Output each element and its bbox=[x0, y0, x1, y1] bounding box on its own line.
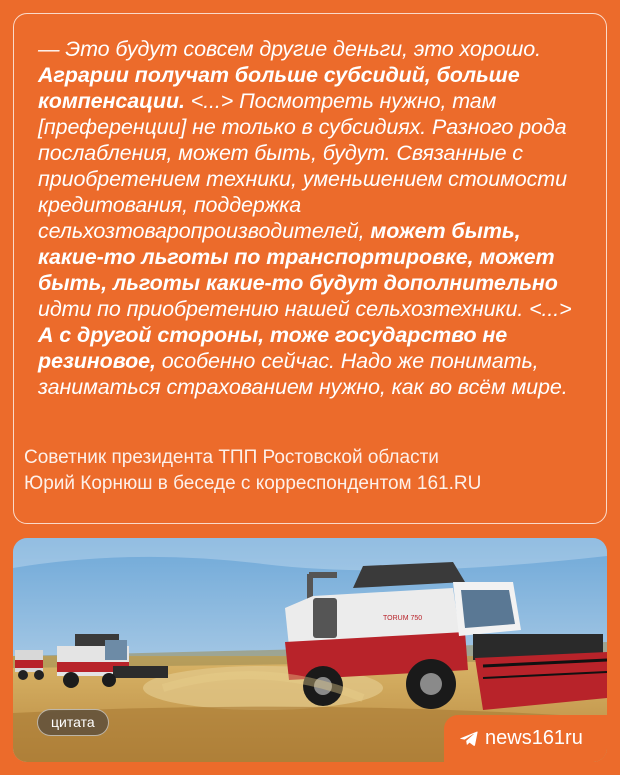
quote-text bbox=[38, 36, 586, 400]
attribution-line-2: Юрий Корнюш в беседе с корреспондентом 161.RU bbox=[24, 473, 482, 494]
brand-badge[interactable] bbox=[444, 715, 607, 762]
quote-tag[interactable]: цитата bbox=[37, 709, 109, 736]
quote-segment-1: — Это будут совсем другие деньги, это хорошо. bbox=[38, 37, 541, 61]
attribution-line-1: Советник президента ТПП Ростовской области bbox=[24, 447, 439, 468]
quote-segment-7: особенно сейчас. Надо же понимать, заниматься страхованием нужно, как во всём мире. bbox=[38, 349, 568, 399]
quote-segment-2-bold: Аграрии получат больше субсидий, больше компенсации. bbox=[38, 63, 520, 113]
attribution bbox=[24, 445, 481, 497]
quote-segment-3: <...> Посмотреть нужно, там [преференции] не только в субсидиях. Разного рода послабления, может быть, будут. Связанные с приобретением техники, уменьшением стоимости кредитования, поддержка сельхозтоваропроизводителей, bbox=[38, 89, 567, 243]
quote-segment-4-bold: может быть, какие-то льготы по транспортировке, может быть, льготы какие-то будут дополнительно bbox=[38, 219, 558, 295]
quote-segment-6-bold: А с другой стороны, тоже государство не резиновое, bbox=[38, 323, 508, 373]
combine-model-label: TORUM 750 bbox=[383, 615, 423, 622]
brand-name: news161ru bbox=[485, 727, 583, 749]
telegram-icon bbox=[460, 731, 478, 747]
quote-segment-5: идти по приобретению нашей сельхозтехники. <...> bbox=[38, 297, 572, 321]
